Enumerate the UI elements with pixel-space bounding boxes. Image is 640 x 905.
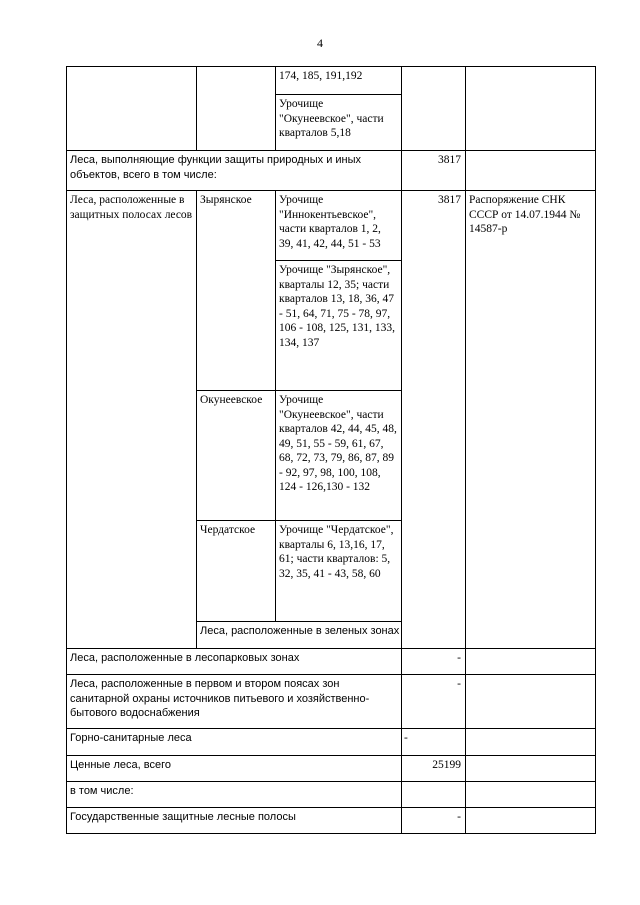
table-cell xyxy=(466,782,596,808)
table-row xyxy=(67,782,596,808)
tract-cell: Урочище "Окунеевское", части кварталов 42, 44, 45, 48, 49, 51, 55 - 59, 61, 67, 68, 72, 73, 79, 86, 87, 89 - 92, 97, 98, 100, 108, 124 - 126,130 - 132 xyxy=(276,391,402,521)
page-number: 4 xyxy=(317,36,323,50)
area-value: - xyxy=(402,729,466,756)
table-row xyxy=(67,151,596,191)
category-label: Государственные защитные лесные полосы xyxy=(67,808,402,834)
document-cell: Распоряжение СНК СССР от 14.07.1944 № 14587-р xyxy=(466,191,596,649)
tract-cell: Урочище "Зырянское", кварталы 12, 35; части кварталов 13, 18, 36, 47 - 51, 64, 71, 75 - 78, 97, 106 - 108, 125, 131, 133, 134, 137 xyxy=(276,261,402,391)
area-value: 3817 xyxy=(402,191,466,649)
category-label: Леса, расположенные в зеленых зонах xyxy=(197,622,466,649)
area-value: - xyxy=(402,649,466,675)
forestry-name: Окунеевское xyxy=(197,391,276,521)
tract-cell: 174, 185, 191,192 xyxy=(276,67,402,95)
table-row xyxy=(67,729,596,756)
table-cell xyxy=(466,649,596,675)
table-cell xyxy=(402,782,466,808)
category-label: Леса, выполняющие функции защиты природных и иных объектов, всего в том числе: xyxy=(67,151,402,191)
category-label: в том числе: xyxy=(67,782,402,808)
forestry-name: Зырянское xyxy=(197,191,276,391)
area-value: - xyxy=(402,675,466,729)
table-cell xyxy=(67,67,197,151)
category-label: Ценные леса, всего xyxy=(67,756,402,782)
forest-categories-table xyxy=(66,66,596,834)
area-value: 25199 xyxy=(402,756,466,782)
table-row xyxy=(67,756,596,782)
table-row xyxy=(67,191,596,261)
table-cell xyxy=(466,756,596,782)
category-label: Леса, расположенные в лесопарковых зонах xyxy=(67,649,402,675)
table-cell xyxy=(402,67,466,151)
table-row xyxy=(67,808,596,834)
table-row xyxy=(67,67,596,95)
table-cell xyxy=(466,729,596,756)
tract-cell: Урочище "Чердатское", кварталы 6, 13,16, 17, 61; части кварталов: 5, 32, 35, 41 - 43, 58, 60 xyxy=(276,521,402,622)
table-row xyxy=(67,649,596,675)
table-cell xyxy=(466,808,596,834)
area-value: - xyxy=(402,808,466,834)
table-cell xyxy=(466,151,596,191)
category-label: Леса, расположенные в защитных полосах лесов xyxy=(67,191,197,649)
table-cell xyxy=(466,675,596,729)
table-cell xyxy=(466,67,596,151)
tract-cell: Урочище "Иннокентьевское", части кварталов 1, 2, 39, 41, 42, 44, 51 - 53 xyxy=(276,191,402,261)
table-row xyxy=(67,675,596,729)
category-label: Горно-санитарные леса xyxy=(67,729,402,756)
category-label: Леса, расположенные в первом и втором поясах зон санитарной охраны источников питьевого и хозяйственно-бытового водоснабжения xyxy=(67,675,402,729)
forestry-name: Чердатское xyxy=(197,521,276,622)
tract-cell: Урочище "Окунеевское", части кварталов 5,18 xyxy=(276,95,402,151)
area-value: 3817 xyxy=(402,151,466,191)
table-cell xyxy=(197,67,276,151)
